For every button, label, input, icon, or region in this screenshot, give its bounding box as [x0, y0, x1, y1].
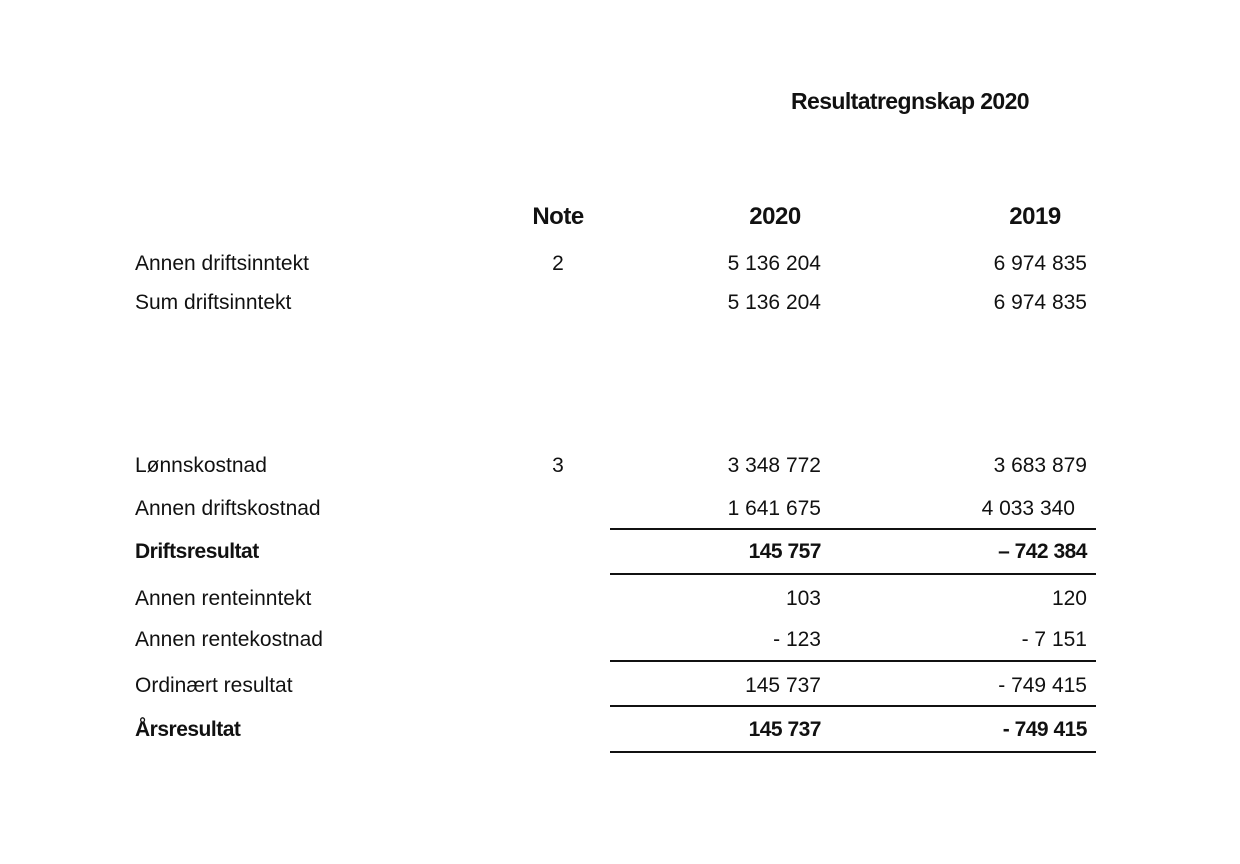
divider-line: [828, 573, 1096, 575]
row-note: 2: [552, 252, 564, 275]
row-arsresultat: [0, 715, 1240, 745]
value-2020: 5 136 204: [727, 252, 821, 275]
row-lonnskostnad: [0, 451, 1240, 481]
divider-line: [610, 573, 828, 575]
row-driftsresultat: [0, 537, 1240, 567]
value-2019: - 749 415: [998, 674, 1087, 697]
row-label: Annen driftsinntekt: [135, 252, 309, 275]
row-label: Sum driftsinntekt: [135, 291, 292, 314]
row-note: 3: [552, 454, 564, 477]
row-label: Annen renteinntekt: [135, 587, 312, 610]
value-2020: 3 348 772: [727, 454, 821, 477]
value-2019: 4 033 340: [981, 497, 1075, 520]
value-2019: 120: [1051, 587, 1087, 610]
row-annen-rentekostnad: [0, 625, 1240, 655]
divider-line: [828, 751, 1096, 753]
value-2019: - 749 415: [1002, 718, 1087, 741]
row-annen-driftskostnad: [0, 494, 1240, 524]
header-year-2020: 2020: [749, 203, 801, 230]
row-ordinaert-resultat: [0, 671, 1240, 701]
row-sum-driftsinntekt: [0, 288, 1240, 318]
row-label: Ordinært resultat: [135, 674, 293, 697]
divider-line: [828, 705, 1096, 707]
divider-line: [828, 660, 1096, 662]
header-note: Note: [532, 203, 584, 230]
value-2020: 145 737: [745, 674, 821, 697]
row-annen-renteinntekt: [0, 584, 1240, 614]
value-2020: 103: [785, 587, 821, 610]
divider-line: [610, 660, 828, 662]
value-2020: 145 737: [748, 718, 821, 741]
value-2020: 145 757: [748, 540, 821, 563]
divider-line: [610, 705, 828, 707]
row-label: Annen rentekostnad: [135, 628, 323, 651]
divider-line: [610, 528, 828, 530]
row-label: Årsresultat: [135, 718, 241, 741]
value-2019: 6 974 835: [993, 291, 1087, 314]
value-2020: 5 136 204: [727, 291, 821, 314]
row-label: Annen driftskostnad: [135, 497, 321, 520]
value-2019: 6 974 835: [993, 252, 1087, 275]
value-2019: – 742 384: [998, 540, 1087, 563]
value-2019: - 7 151: [1021, 628, 1087, 651]
divider-line: [610, 751, 828, 753]
divider-line: [828, 528, 1096, 530]
value-2020: - 123: [773, 628, 821, 651]
value-2019: 3 683 879: [993, 454, 1087, 477]
row-label: Lønnskostnad: [135, 454, 267, 477]
row-label: Driftsresultat: [135, 540, 259, 563]
row-annen-driftsinntekt: [0, 249, 1240, 279]
value-2020: 1 641 675: [727, 497, 821, 520]
header-year-2019: 2019: [1009, 203, 1061, 230]
page-title: Resultatregnskap 2020: [791, 88, 1029, 114]
